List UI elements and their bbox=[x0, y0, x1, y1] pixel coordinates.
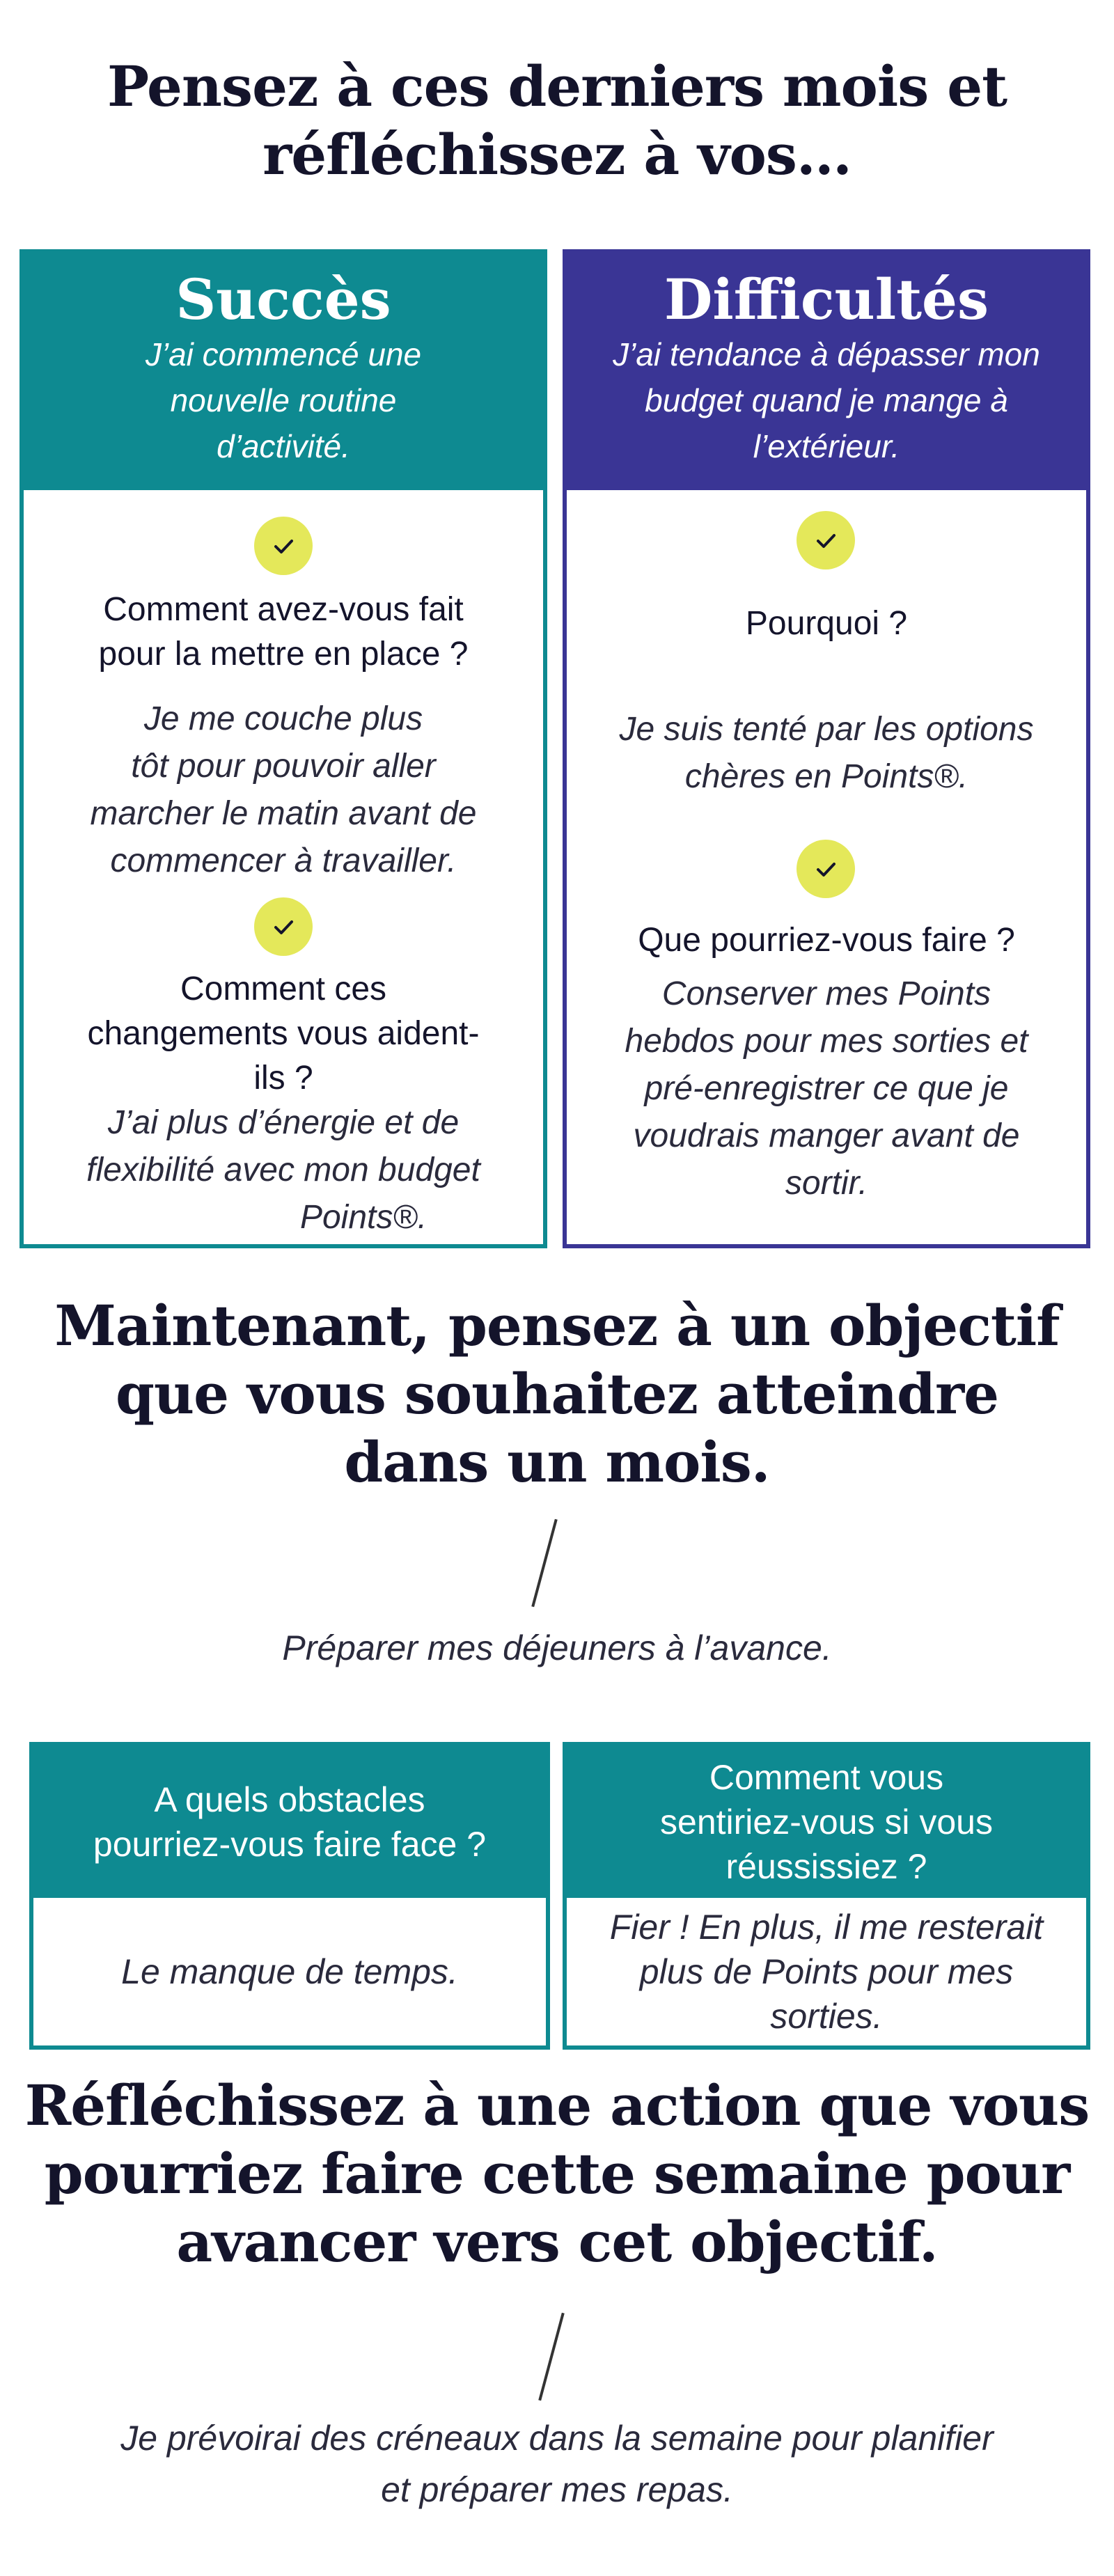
difficulties-subtitle bbox=[567, 331, 1086, 469]
check-icon bbox=[254, 897, 313, 956]
answer-line: commencer à travailler. bbox=[110, 842, 457, 879]
subtitle-line: d’activité. bbox=[217, 428, 350, 464]
answer-line: pré-enregistrer ce que je bbox=[644, 1070, 1009, 1107]
page-title bbox=[0, 52, 1114, 189]
answer-line: Le manque de temps. bbox=[121, 1952, 458, 1991]
question-line: sentiriez-vous si vous bbox=[660, 1803, 993, 1841]
question-line: Que pourriez-vous faire ? bbox=[638, 922, 1015, 959]
feeling-question bbox=[567, 1746, 1086, 1898]
answer-line: marcher le matin avant de bbox=[90, 795, 477, 832]
action-answer bbox=[0, 2412, 1114, 2515]
difficulties-answer-2 bbox=[581, 971, 1072, 1207]
goal-heading bbox=[0, 1291, 1114, 1496]
title-line: réfléchissez à vos… bbox=[262, 122, 852, 187]
difficulties-question-1 bbox=[581, 602, 1072, 646]
answer-line: Fier ! En plus, il me resterait bbox=[609, 1908, 1044, 1947]
difficulties-answer-1 bbox=[581, 706, 1072, 801]
action-heading bbox=[0, 2071, 1114, 2276]
title-line: Réfléchissez à une action que vous bbox=[24, 2073, 1090, 2138]
title-line: Maintenant, pensez à un objectif bbox=[54, 1293, 1060, 1358]
obstacles-card bbox=[29, 1742, 550, 2050]
question-line: Pourquoi ? bbox=[745, 605, 908, 642]
answer-line: chères en Points®. bbox=[684, 758, 968, 795]
feeling-answer bbox=[567, 1898, 1086, 2045]
answer-line: Conserver mes Points bbox=[661, 975, 991, 1012]
title-line: Pensez à ces derniers mois et bbox=[107, 54, 1007, 119]
success-answer-2 bbox=[38, 1099, 529, 1241]
feeling-card bbox=[563, 1742, 1090, 2050]
subtitle-line: l’extérieur. bbox=[753, 428, 900, 464]
success-card-header bbox=[24, 253, 543, 490]
subtitle-line: J’ai tendance à dépasser mon bbox=[613, 336, 1040, 372]
success-answer-1 bbox=[38, 696, 529, 885]
answer-line: sortir. bbox=[785, 1165, 868, 1202]
answer-line: Points®. bbox=[299, 1199, 427, 1236]
question-line: pour la mettre en place ? bbox=[98, 636, 469, 673]
difficulties-card-header bbox=[567, 253, 1086, 490]
success-title: Succès bbox=[175, 267, 391, 332]
answer-line: J’ai plus d’énergie et de bbox=[107, 1104, 460, 1141]
obstacles-answer bbox=[33, 1898, 546, 2045]
success-card bbox=[19, 249, 547, 1248]
success-question-1 bbox=[38, 588, 529, 677]
answer-line: voudrais manger avant de bbox=[633, 1117, 1020, 1154]
difficulties-card bbox=[563, 249, 1090, 1248]
success-subtitle bbox=[24, 331, 543, 469]
question-line: ils ? bbox=[253, 1060, 313, 1097]
question-line: réussissiez ? bbox=[725, 1847, 927, 1886]
answer-line: tôt pour pouvoir aller bbox=[131, 748, 436, 785]
answer-line: Je me couche plus bbox=[143, 700, 423, 737]
divider-slash bbox=[538, 2313, 565, 2401]
title-line: que vous souhaitez atteindre bbox=[115, 1361, 998, 1427]
answer-line: plus de Points pour mes bbox=[639, 1952, 1014, 1991]
question-line: Comment vous bbox=[709, 1758, 944, 1797]
subtitle-line: nouvelle routine bbox=[170, 382, 397, 418]
subtitle-line: budget quand je mange à bbox=[645, 382, 1008, 418]
question-line: Comment ces bbox=[180, 971, 387, 1007]
answer-line: Je prévoirai des créneaux dans la semaine pour planifier bbox=[120, 2419, 994, 2458]
goal-answer: Préparer mes déjeuners à l’avance. bbox=[282, 1628, 832, 1667]
title-line: avancer vers cet objectif. bbox=[176, 2209, 938, 2275]
obstacles-question bbox=[33, 1746, 546, 1898]
title-line: pourriez faire cette semaine pour bbox=[44, 2141, 1070, 2206]
difficulties-title: Difficultés bbox=[664, 267, 989, 332]
question-line: A quels obstacles bbox=[154, 1780, 425, 1819]
title-line: dans un mois. bbox=[344, 1429, 770, 1495]
difficulties-question-2 bbox=[581, 918, 1072, 963]
answer-line: Je suis tenté par les options bbox=[619, 711, 1034, 748]
question-line: pourriez-vous faire face ? bbox=[93, 1825, 487, 1864]
subtitle-line: J’ai commencé une bbox=[145, 336, 422, 372]
success-question-2 bbox=[38, 967, 529, 1101]
check-icon bbox=[797, 840, 855, 898]
check-icon bbox=[797, 511, 855, 570]
divider-slash bbox=[531, 1519, 558, 1608]
answer-line: et préparer mes repas. bbox=[381, 2470, 733, 2509]
check-icon bbox=[254, 517, 313, 575]
answer-line: flexibilité avec mon budget bbox=[86, 1152, 480, 1188]
answer-line: hebdos pour mes sorties et bbox=[625, 1023, 1028, 1060]
answer-line: sorties. bbox=[770, 1997, 883, 2036]
question-line: changements vous aident- bbox=[87, 1015, 480, 1052]
question-line: Comment avez-vous fait bbox=[103, 591, 464, 628]
